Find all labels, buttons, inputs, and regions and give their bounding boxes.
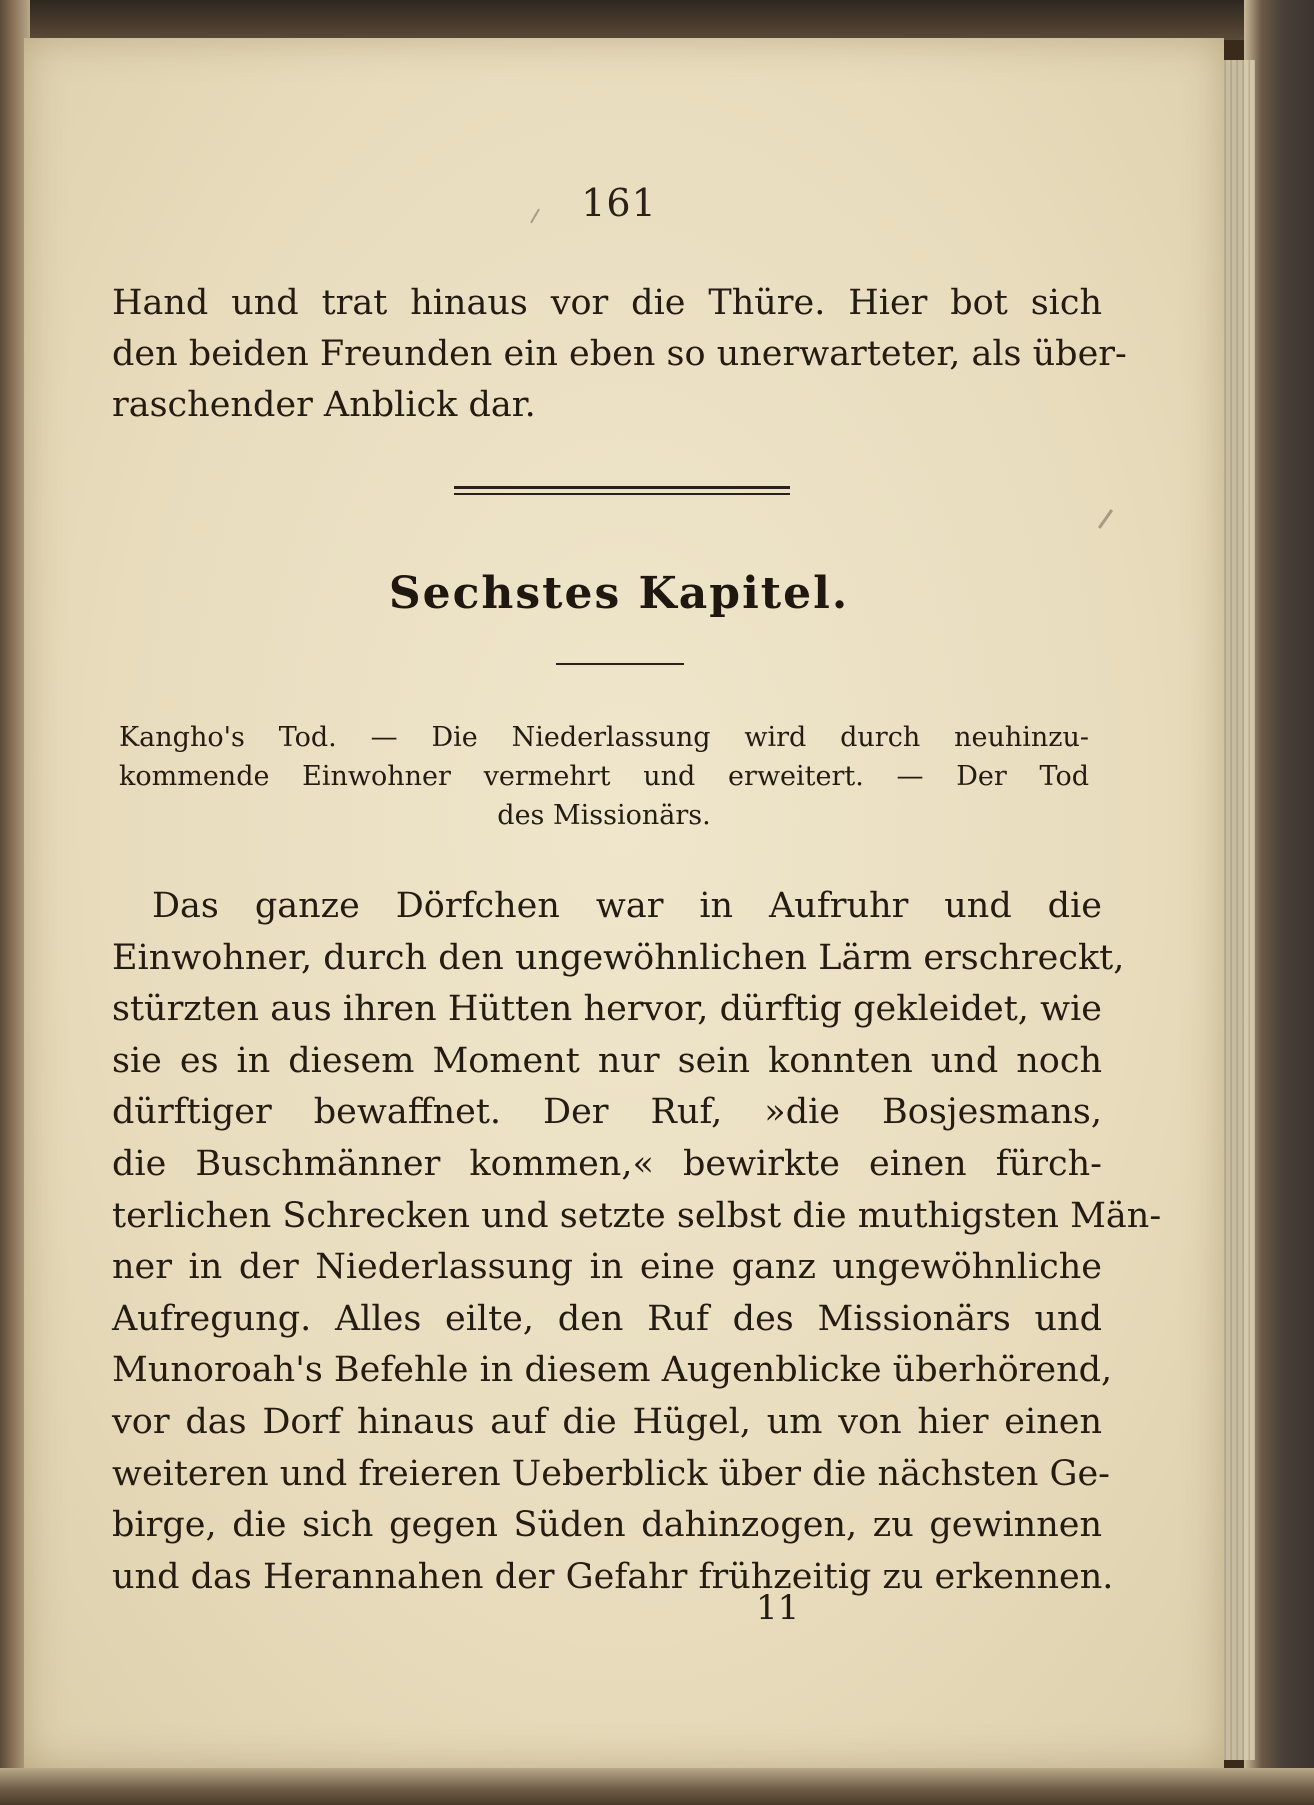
text-line: Das ganze Dörfchen war in Aufruhr und die <box>152 886 1102 926</box>
ink-speck <box>1098 509 1113 529</box>
signature-mark: 11 <box>756 1588 800 1628</box>
text-line: Aufregung. Alles eilte, den Ruf des Missionärs und <box>112 1298 1102 1339</box>
page-number: 161 <box>581 181 657 225</box>
text-line: stürzten aus ihren Hütten hervor, dürftig gekleidet, wie <box>112 989 1102 1030</box>
summary-line: kommende Einwohner vermehrt und erweitert. — Der Tod <box>119 761 1089 792</box>
text-line: den beiden Freunden ein eben so unerwarteter, als über- <box>112 334 1127 374</box>
book-page <box>24 38 1224 1768</box>
text-line: vor das Dorf hinaus auf die Hügel, um von hier einen <box>112 1401 1102 1442</box>
text-line: Hand und trat hinaus vor die Thüre. Hier bot sich <box>112 283 1102 323</box>
text-line: weiteren und freieren Ueberblick über die nächsten Ge- <box>112 1453 1110 1494</box>
text-line: terlichen Schrecken und setzte selbst die muthigsten Män- <box>112 1195 1162 1236</box>
text-line: sie es in diesem Moment nur sein konnten und noch <box>112 1040 1102 1081</box>
text-line: Munoroah's Befehle in diesem Augenblicke überhörend, <box>112 1350 1113 1391</box>
text-line: birge, die sich gegen Süden dahinzogen, zu gewinnen <box>112 1505 1102 1546</box>
chapter-body-paragraph <box>112 881 1162 1603</box>
continued-paragraph <box>112 278 1127 431</box>
text-line: und das Herannahen der Gefahr frühzeitig zu erkennen. <box>112 1556 1114 1597</box>
book-top-edge <box>0 0 1314 40</box>
chapter-summary <box>119 718 1089 835</box>
text-line: dürftiger bewaffnet. Der Ruf, »die Bosjesmans, <box>112 1092 1102 1133</box>
summary-line: des Missionärs. <box>497 800 711 831</box>
summary-line: Kangho's Tod. — Die Niederlassung wird durch neuhinzu- <box>119 722 1089 753</box>
text-line: raschender Anblick dar. <box>112 385 536 425</box>
text-line: ner in der Niederlassung in eine ganz ungewöhnliche <box>112 1247 1102 1288</box>
book-bottom-edge <box>0 1768 1314 1805</box>
chapter-divider-rule <box>556 663 684 665</box>
section-divider-double-rule <box>454 486 790 495</box>
chapter-title: Sechstes Kapitel. <box>388 568 850 619</box>
text-line: die Buschmänner kommen,« bewirkte einen fürch- <box>112 1143 1102 1184</box>
text-line: Einwohner, durch den ungewöhnlichen Lärm erschreckt, <box>112 937 1125 978</box>
